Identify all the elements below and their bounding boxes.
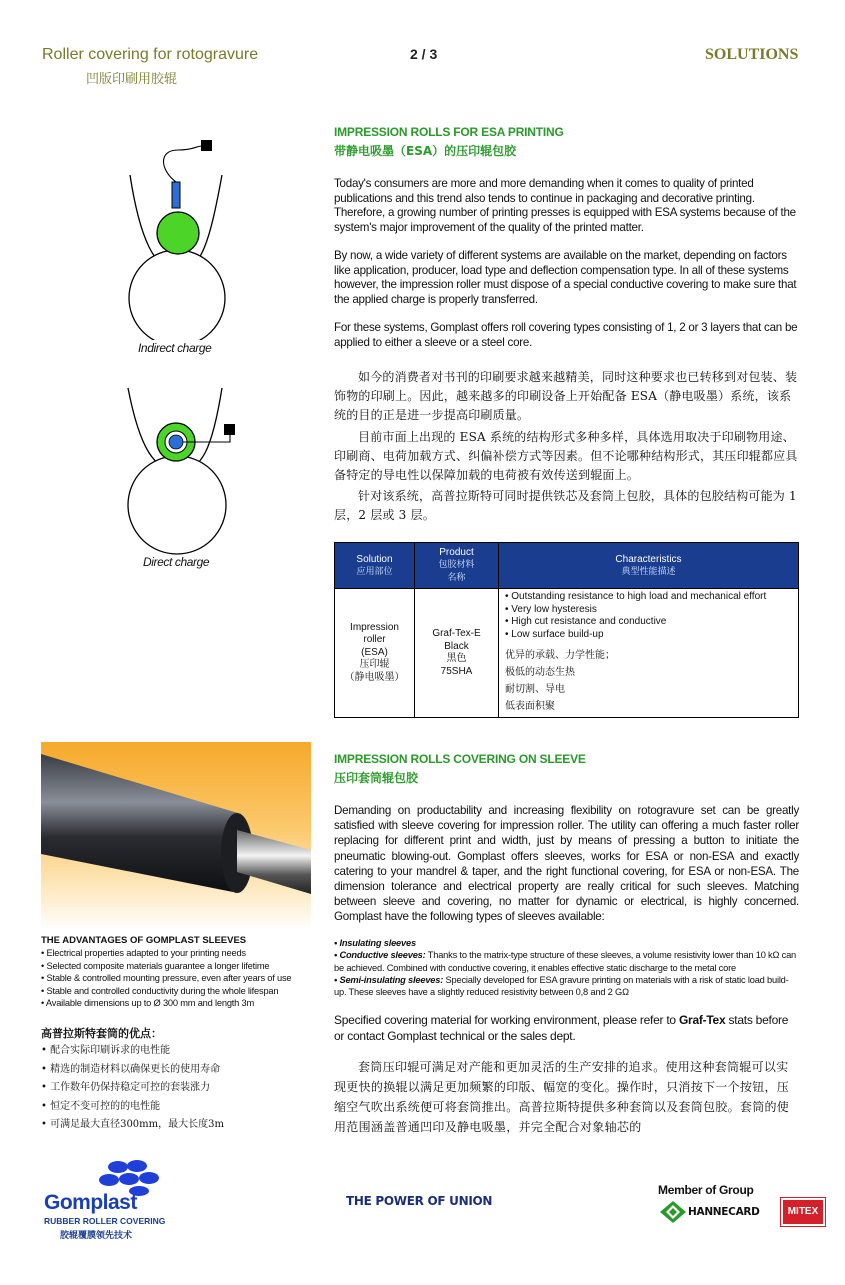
table-header-product: Product 包胶材料 名称 [415,543,499,589]
section2-cn1: 套筒压印辊可满足对产能和更加灵活的生产安排的追求。使用这种套筒辊可以实现更快的换辊以满足更加频繁的印版、幅宽的变化。操作时，只消按下一个按钮，压缩空气吹出系统便可将套筒推出。高普拉斯特提供多种套筒以及套筒包胶。套筒的使用范围涵盖普通凹印及静电吸墨，并完全配合对象轴芯的 [334,1060,790,1134]
section2-heading-cn: 压印套筒辊包胶 [334,771,419,785]
section1-p1: Today's consumers are more and more demanding when it comes to quality of printed publications and this trend also tends to continue in packaging and decorative printing. Therefore, a growing number of printing presses is equipped with ESA systems because of the system's major improvement of the quality of the printed matter. [334,177,796,235]
advantages-list [41,947,291,1010]
advantages-list-cn [41,1042,224,1135]
list-item: • 工作数年仍保持稳定可控的套装涨力 [41,1082,211,1093]
semi-insulating-text: Specially developed for ESA gravure printing on materials with a risk of static load build-up. These sleeves have a slightly reduced resistivity between 0,8 and 2 GΩ [334,974,789,998]
header-title: Roller covering for rotogravure [42,46,259,63]
brand-subtitle-cn: 胶辊覆膜领先技术 [60,1231,133,1241]
spec-table [334,542,799,718]
list-item: • Stable and controlled conductivity during the whole lifespan [41,985,279,996]
section1-heading: IMPRESSION ROLLS FOR ESA PRINTING [334,125,564,139]
conductive-text: Thanks to the matrix-type structure of these sleeves, a volume resistivity lower than 10 kΩ can be achieved. Combined with conductive covering, it enables effective static discharge to the metal core [334,950,797,973]
sleeve-roller-photo [41,742,311,930]
advantages-heading: THE ADVANTAGES OF GOMPLAST SLEEVES [41,935,247,946]
charge-roller-shape [157,212,199,254]
member-of-group: Member of Group [658,1183,754,1197]
hannecard-logo-icon [660,1201,686,1223]
direct-charge-diagram [110,380,240,570]
list-item: • Electrical properties adapted to your printing needs [41,948,246,958]
table-header-characteristics: Characteristics 典型性能描述 [499,543,799,589]
header-title-cn: 凹版印刷用胶辊 [86,72,178,87]
brand-subtitle: RUBBER ROLLER COVERING [44,1216,166,1226]
table-cell-product: Graf-Tex-E Black 黑色 75SHA [415,589,499,718]
mitex-logo: MITEX [781,1198,825,1226]
semi-insulating-title: • Semi-insulating sleeves: [334,974,444,985]
section1-heading-cn: 带静电吸墨（ESA）的压印辊包胶 [334,144,517,158]
list-item: • 恒定不变可控的的电性能 [41,1100,161,1112]
hannecard-name: HANNECARD [688,1206,760,1218]
impression-roller-shape [129,250,225,340]
insulating-title: • Insulating sleeves [334,938,416,948]
section-label: SOLUTIONS [705,46,799,63]
list-item: • Stable & controlled mounting pressure, even after years of use [41,973,292,983]
section2-heading: IMPRESSION ROLLS COVERING ON SLEEVE [334,752,586,766]
slogan: THE POWER OF UNION [346,1194,493,1208]
brand-name: Gomplast [44,1191,137,1214]
list-item: • 配合实际印刷诉求的电性能 [41,1045,171,1056]
list-item: • 精选的制造材料以确保更长的使用寿命 [41,1063,221,1075]
charge-bar-shape [172,182,180,208]
page-number: 2 / 3 [410,46,438,62]
direct-charge-label: Direct charge [143,555,210,569]
list-item: • Selected composite materials guarantee a longer lifetime [41,960,270,971]
section1-cn3: 针对该系统，高普拉斯特可同时提供铁芯及套筒上包胶，具体的包胶结构可能为 1 层，2 层或 3 层。 [334,489,797,522]
table-cell-characteristics: • Outstanding resistance to high load and mechanical effort • Very low hysteresis • High cut resistance and conductive • Low surface build-up 优异的承载、力学性能； 极低的动态生热 耐切割、导电 低表面积聚 [499,589,799,718]
section2-p1: Demanding on productability and increasing flexibility on rotogravure set can be greatly satisfied with sleeve covering for impression roller. The utility can offering a much faster roller replacing for different print and width, just by means of pressing a button to initiate the pneumatic blowing-out. Gomplast offers sleeves, works for ESA or non-ESA and exactly catering to your mandrel & taper, and the right functional covering, for ESA or non-ESA. The dimension tolerance and electrical property are really critical for such sleeves. Matching between sleeve and covering, no matter for dynamic or electrical, is highly concerned. Gomplast have the following types of sleeves available: [334,804,799,924]
section1-cn2: 目前市面上出现的 ESA 系统的结构形式多种多样，具体选用取决于印刷物用途、印刷商、电荷加载方式、纠偏补偿方式等因素。但不论哪种结构形式，其压印辊都应具备特定的导电性以保障加载的电荷被有效传送到辊面上。 [334,430,798,482]
roller-image [41,742,311,930]
section1-p3: For these systems, Gomplast offers roll covering types consisting of 1, 2 or 3 layers that can be applied to either a sleeve or a steel core. [334,321,798,349]
conductive-title: • Conductive sleeves: [334,950,426,961]
list-item: • 可满足最大直径300mm，最大长度3m [41,1119,224,1130]
electrode-shape [201,140,212,151]
indirect-charge-diagram [110,130,240,340]
table-cell-solution: Impression roller (ESA) 压印辊 （静电吸墨） [335,589,415,718]
table-row [335,589,799,718]
indirect-charge-label: Indirect charge [138,341,212,355]
sleeve-types [334,937,799,998]
section2-p2: Specified covering material for working environment, please refer to Graf-Tex stats before or contact Gomplast technical or the sales dept. [334,1013,789,1043]
section1-p2: By now, a wide variety of different systems are available on the market, depending on factors like application, producer, load type and deflection compensation type. In all of these systems however, the impression roller must dispose of a special conductive covering to make sure that the applied charge is properly transferred. [334,249,797,307]
advantages-heading-cn: 高普拉斯特套筒的优点： [41,1027,162,1040]
table-header-row [335,543,799,589]
list-item: • Available dimensions up to Ø 300 mm and length 3m [41,998,255,1008]
section1-cn1: 如今的消费者对书刊的印刷要求越来越精美，同时这种要求也已转移到对包装、装饰物的印刷上。因此，越来越多的印刷设备上开始配备 ESA（静电吸墨）系统，该系统的目的正是进一步提高印刷质量。 [334,370,798,422]
graf-tex-link: Graf-Tex [678,1013,726,1027]
table-header-solution: Solution 应用部位 [335,543,415,589]
